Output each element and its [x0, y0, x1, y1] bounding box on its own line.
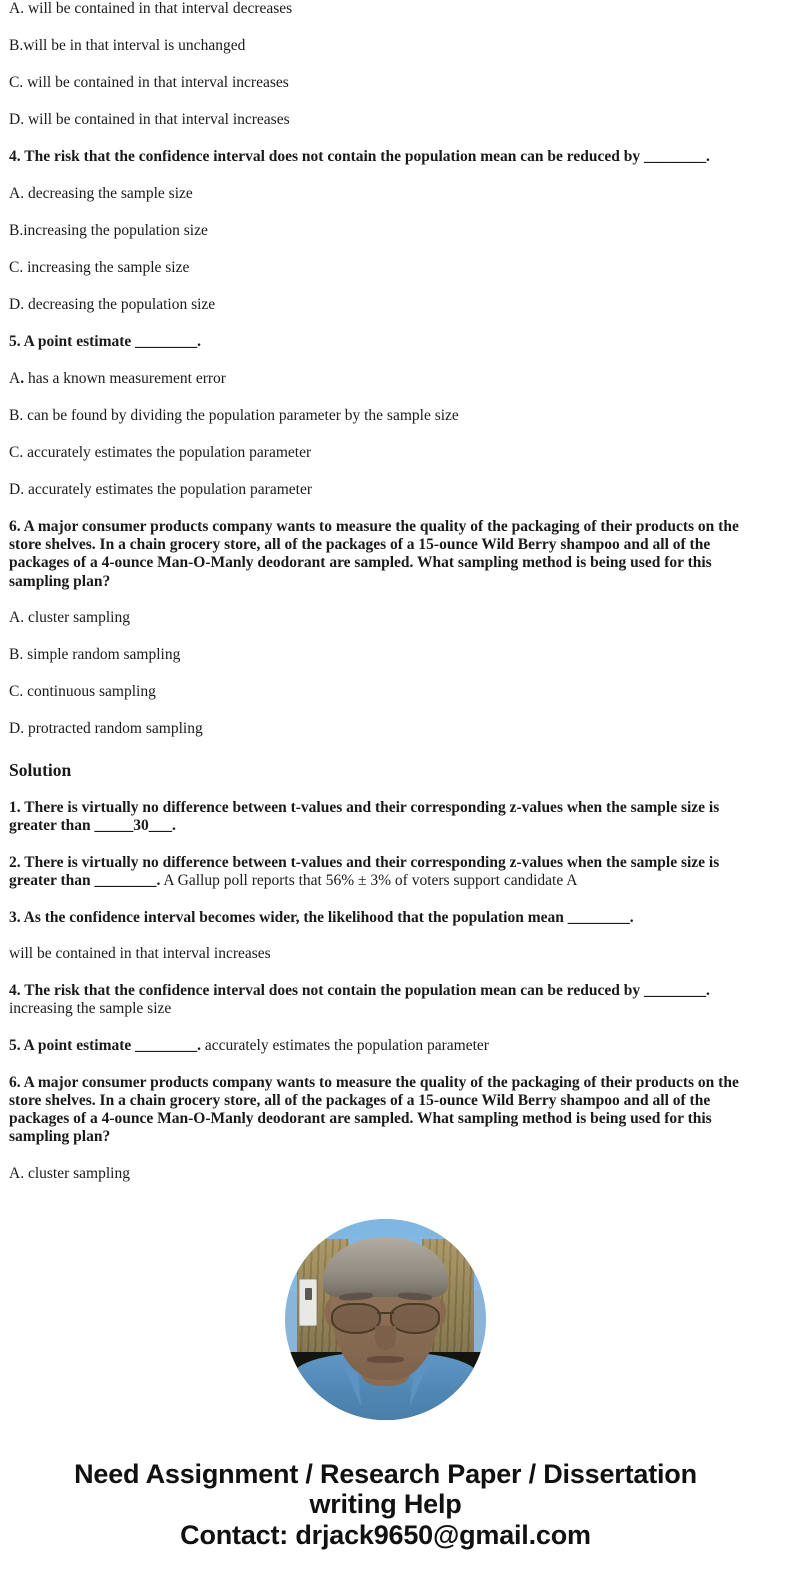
solution-4-text: The risk that the confidence interval does not contain the population mean can be reduced by: [24, 982, 644, 1000]
option-a: A. cluster sampling: [9, 608, 130, 626]
option-d: D. protracted random sampling: [9, 719, 203, 737]
solution-1-blank: _____30___: [94, 817, 173, 835]
solution-4-period: .: [705, 982, 710, 1000]
solution-3-number: 3.: [9, 908, 21, 926]
solution-item-3: [9, 909, 762, 927]
question-6-number: 6.: [9, 518, 21, 536]
footer-contact-email[interactable]: Contact: drjack9650@gmail.com: [180, 1520, 591, 1551]
avatar: [285, 1219, 486, 1420]
option-b: B. can be found by dividing the population parameter by the sample size: [9, 406, 459, 424]
solution-5-text: A point estimate: [23, 1037, 136, 1055]
option-a: A. decreasing the sample size: [9, 184, 193, 202]
solution-5-period: .: [197, 1037, 202, 1055]
solution-item-1: [9, 799, 762, 835]
solution-5-number: 5.: [9, 1037, 21, 1055]
avatar-nose: [375, 1326, 395, 1350]
option-c: C. continuous sampling: [9, 682, 156, 700]
solution-3-answer: will be contained in that interval increases: [9, 945, 271, 963]
question-4-number: 4.: [9, 148, 21, 166]
avatar-wall-switch: [299, 1279, 317, 1325]
solution-2-period: .: [156, 872, 161, 890]
option-a: [9, 370, 762, 388]
solution-heading: Solution: [9, 760, 72, 781]
footer-headline-line-1: Need Assignment / Research Paper / Dissertation: [74, 1459, 697, 1490]
option-a-dot: .: [20, 369, 25, 387]
footer-headline-line-2: writing Help: [309, 1488, 462, 1519]
solution-item-2: [9, 854, 762, 890]
solution-2-text: There is virtually no difference between t-values and their corresponding z-values when the sample size is greater than: [9, 854, 720, 890]
question-4-options-group: [9, 185, 762, 315]
avatar-container: [9, 1219, 762, 1420]
solution-1-text: There is virtually no difference between t-values and their corresponding z-values when the sample size is greater than: [9, 799, 720, 835]
option-b: B.will be in that interval is unchanged: [9, 37, 246, 55]
avatar-lens-right: [390, 1303, 440, 1333]
solution-2-number: 2.: [9, 854, 21, 872]
solution-6-number: 6.: [9, 1073, 21, 1091]
option-a-text: has a known measurement error: [24, 369, 226, 387]
option-b: B. simple random sampling: [9, 645, 181, 663]
solution-item-4: [9, 982, 762, 1000]
solution-3-text: As the confidence interval becomes wider, the likelihood that the population mean: [23, 908, 568, 926]
solution-6-text: A major consumer products company wants to measure the quality of the packaging of their products on the store shelves. In a chain grocery store, all of the packages of a 15-ounce Wild Berry shampoo and all of the packages of a 4-ounce Man-O-Manly deodorant are sampled. What sampling method is being used for this sampling plan?: [9, 1073, 739, 1146]
solution-6-answer: A. cluster sampling: [9, 1164, 130, 1182]
solution-1-number: 1.: [9, 799, 21, 817]
page-bottom-spacer: [9, 1551, 762, 1573]
option-a-letter: A: [9, 369, 21, 387]
question-6-stem: [9, 518, 762, 591]
solution-4-blank: ________: [643, 982, 706, 1000]
option-c: C. accurately estimates the population parameter: [9, 444, 312, 462]
question-5-blank: ________: [135, 333, 198, 351]
solution-item-6: [9, 1074, 762, 1147]
solution-5-answer: accurately estimates the population parameter: [201, 1037, 489, 1055]
option-d: D. accurately estimates the population parameter: [9, 481, 312, 499]
question-4-blank: ________: [643, 148, 706, 166]
solution-2-blank: ________: [94, 872, 157, 890]
solution-5-blank: ________: [135, 1037, 198, 1055]
question-5-stem: [9, 333, 762, 351]
solution-4-number: 4.: [9, 982, 21, 1000]
solution-2-answer: A Gallup poll reports that 56% ± 3% of voters support candidate A: [160, 872, 578, 890]
option-d: D. will be contained in that interval increases: [9, 111, 290, 129]
avatar-lens-left: [331, 1303, 381, 1333]
question-5-text: A point estimate: [23, 333, 136, 351]
solution-3-period: .: [629, 908, 634, 926]
option-d: D. decreasing the population size: [9, 296, 216, 314]
avatar-glasses-bridge: [377, 1312, 394, 1315]
question-3-options-group: [9, 0, 762, 130]
question-4-stem: [9, 148, 762, 166]
question-6-options-group: [9, 609, 762, 739]
solution-3-blank: ________: [567, 908, 630, 926]
question-5-options-group: [9, 370, 762, 500]
option-a: A. will be contained in that interval decreases: [9, 0, 293, 17]
option-c: C. increasing the sample size: [9, 259, 190, 277]
option-c: C. will be contained in that interval increases: [9, 74, 289, 92]
question-4-text: The risk that the confidence interval does not contain the population mean can be reduced by: [24, 148, 644, 166]
footer: [9, 1460, 762, 1551]
solution-1-period: .: [172, 817, 176, 835]
question-6-text: A major consumer products company wants to measure the quality of the packaging of their products on the store shelves. In a chain grocery store, all of the packages of a 15-ounce Wild Berry shampoo and all of the packages of a 4-ounce Man-O-Manly deodorant are sampled. What sampling method is being used for this sampling plan?: [9, 518, 739, 590]
question-4-period: .: [705, 148, 710, 166]
question-5-number: 5.: [9, 333, 21, 351]
option-b: B.increasing the population size: [9, 222, 208, 240]
avatar-mouth: [367, 1356, 403, 1363]
solution-4-answer: increasing the sample size: [9, 1000, 172, 1018]
question-5-period: .: [197, 333, 202, 351]
solution-item-5: [9, 1037, 762, 1055]
